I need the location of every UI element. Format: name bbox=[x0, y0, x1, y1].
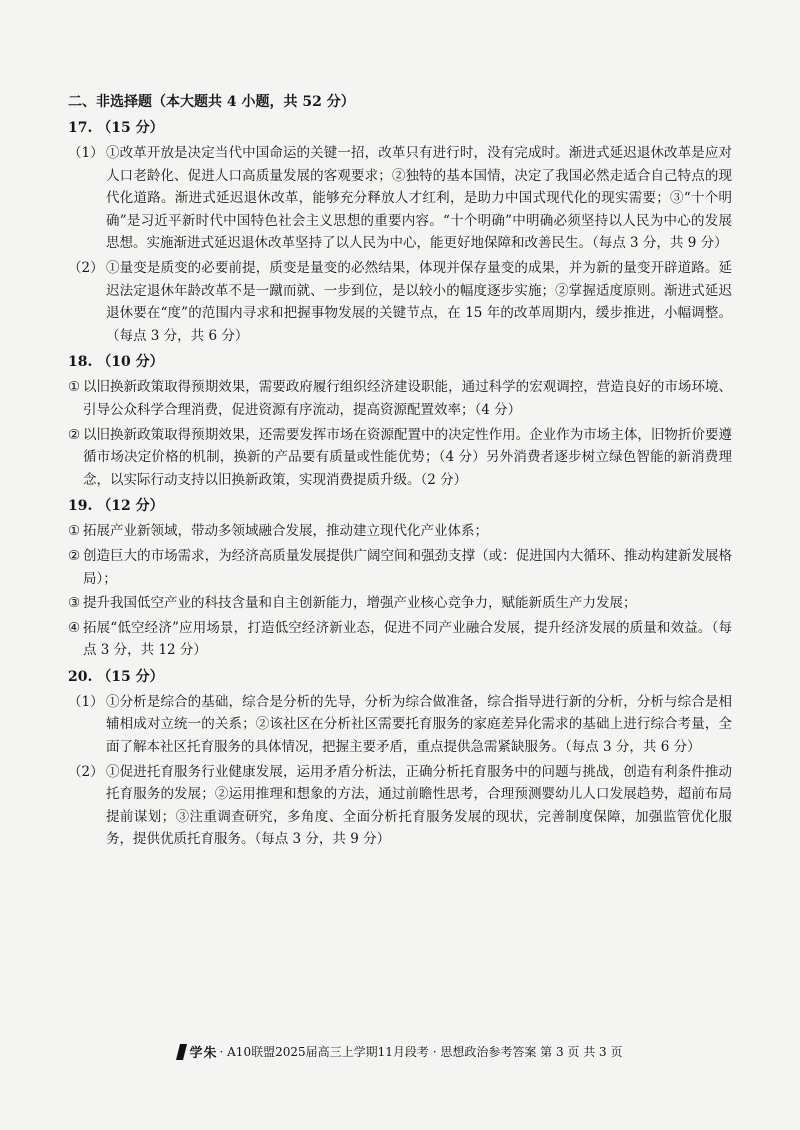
question-20-part-1 bbox=[68, 691, 732, 759]
point-text: 创造巨大的市场需求，为经济高质量发展提供广阔空间和强劲支撑（或：促进国内大循环、推动构建新发展格局）； bbox=[83, 547, 732, 587]
question-19-header: 19. （12 分） bbox=[68, 498, 164, 515]
question-17-part-1 bbox=[68, 142, 732, 255]
part-answer-text: ①分析是综合的基础，综合是分析的先导，分析为综合做准备，综合指导进行新的分析，分析与综合是相辅相成对立统一的关系；②该社区在分析社区需要托育服务的家庭差异化需求的基础上进行综合考量，全面了解本社区托育服务的具体情况，把握主要矛盾，重点提供急需紧缺服务。（每点 3 分，共 6 分） bbox=[106, 693, 732, 756]
part-answer-text: ①量变是质变的必要前提，质变是量变的必然结果，体现并保存量变的成果，并为新的量变开辟道路。延迟法定退休年龄改革不是一蹴而就、一步到位，是以较小的幅度逐步实施；②掌握适度原则。渐进式延迟退休要在“度”的范围内寻求和把握事物发展的关键节点，在 15 年的改革周期内，缓步推进，小幅调整。（每点 3 分，共 6 分） bbox=[106, 259, 732, 344]
question-18-point-2 bbox=[68, 424, 732, 492]
page-footer bbox=[0, 1042, 800, 1061]
section-title: 二、非选择题（本大题共 4 小题，共 52 分） bbox=[68, 94, 355, 110]
question-20-header: 20. （15 分） bbox=[68, 668, 164, 685]
question-18-header: 18. （10 分） bbox=[68, 354, 164, 371]
answer-content bbox=[68, 91, 732, 851]
question-18-point-1 bbox=[68, 376, 732, 421]
part-marker: （2） bbox=[68, 259, 104, 276]
footer-text: · A10联盟2025届高三上学期11月段考 · 思想政治参考答案 第 3 页 共 3 页 bbox=[219, 1045, 623, 1059]
question-20 bbox=[68, 666, 732, 851]
logo-mark-icon bbox=[176, 1044, 187, 1060]
question-20-part-2 bbox=[68, 761, 732, 851]
point-number: ① bbox=[68, 523, 81, 540]
brand-logo bbox=[178, 1042, 218, 1061]
point-text: 以旧换新政策取得预期效果，还需要发挥市场在资源配置中的决定性作用。企业作为市场主体，旧物折价要遵循市场决定价格的机制，换新的产品要有质量或性能优势；（4 分）另外消费者逐步树立绿色智能的新消费理念，以实际行动支持以旧换新政策，实现消费提质升级。（2 分） bbox=[83, 426, 732, 488]
point-text: 拓展产业新领域，带动多领域融合发展，推动建立现代化产业体系； bbox=[83, 523, 488, 540]
point-number: ② bbox=[68, 426, 81, 443]
question-19-point-1 bbox=[68, 520, 732, 543]
question-19-point-2 bbox=[68, 545, 732, 590]
question-17-header: 17. （15 分） bbox=[68, 120, 164, 136]
question-18 bbox=[68, 351, 732, 491]
question-17 bbox=[68, 117, 732, 347]
question-17-part-2 bbox=[68, 257, 732, 347]
point-number: ③ bbox=[68, 595, 81, 612]
point-text: 提升我国低空产业的科技含量和自主创新能力，增强产业核心竞争力，赋能新质生产力发展； bbox=[83, 595, 637, 612]
question-19 bbox=[68, 495, 732, 662]
part-marker: （2） bbox=[68, 763, 104, 780]
point-text: 以旧换新政策取得预期效果，需要政府履行组织经济建设职能，通过科学的宏观调控，营造良好的市场环境、引导公众科学合理消费，促进资源有序流动，提高资源配置效率；（4 分） bbox=[83, 379, 732, 418]
point-text: 拓展“低空经济”应用场景，打造低空经济新业态，促进不同产业融合发展，提升经济发展的质量和效益。（每点 3 分，共 12 分） bbox=[83, 619, 732, 659]
part-marker: （1） bbox=[68, 145, 104, 161]
point-number: ④ bbox=[68, 619, 81, 636]
logo-text: 学朱 bbox=[189, 1046, 218, 1061]
part-marker: （1） bbox=[68, 693, 104, 710]
question-19-point-3 bbox=[68, 592, 732, 615]
question-19-point-4 bbox=[68, 617, 732, 662]
part-answer-text: ①改革开放是决定当代中国命运的关键一招，改革只有进行时，没有完成时。渐进式延迟退休改革是应对人口老龄化、促进人口高质量发展的客观要求；②独特的基本国情，决定了我国必然走适合自己特点的现代化道路。渐进式延迟退休改革，能够充分释放人才红利，是助力中国式现代化的现实需要；③“十个明确”是习近平新时代中国特色社会主义思想的重要内容。“十个明确”中明确必须坚持以人民为中心的发展思想。实施渐进式延迟退休改革坚持了以人民为中心，能更好地保障和改善民生。（每点 3 分，共 9 分） bbox=[106, 145, 732, 252]
point-number: ② bbox=[68, 547, 81, 564]
point-number: ① bbox=[68, 379, 81, 396]
part-answer-text: ①促进托育服务行业健康发展，运用矛盾分析法，正确分析托育服务中的问题与挑战，创造有利条件推动托育服务的发展；②运用推理和想象的方法，通过前瞻性思考，合理预测婴幼儿人口发展趋势，超前布局提前谋划；③注重调查研究，多角度、全面分析托育服务发展的现状，完善制度保障，加强监管优化服务，提供优质托育服务。（每点 3 分，共 9 分） bbox=[106, 763, 732, 848]
